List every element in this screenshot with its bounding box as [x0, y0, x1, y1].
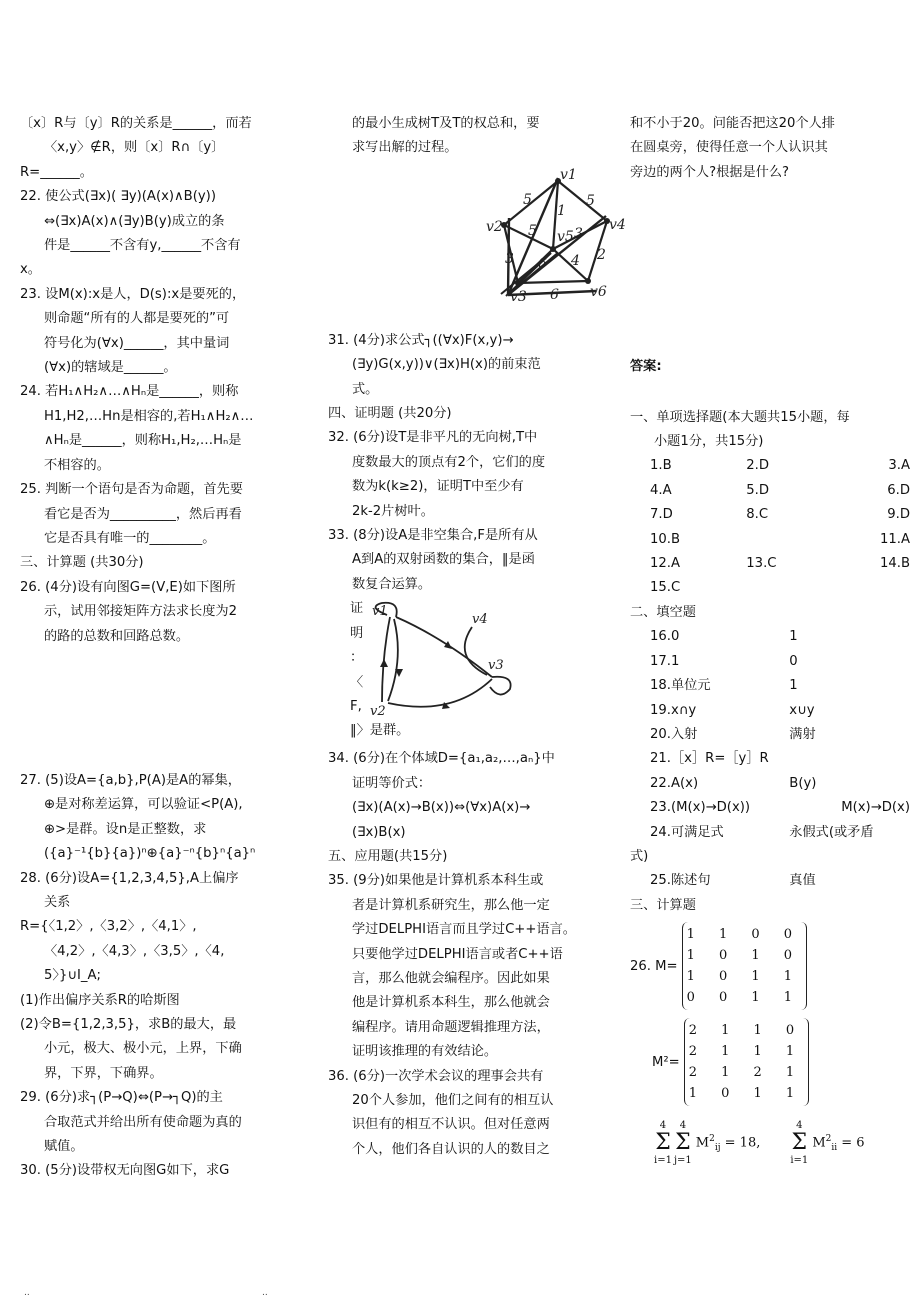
fill-answer: x∪y	[789, 702, 815, 718]
choice-row	[650, 503, 910, 527]
section-3-heading: 三、计算题	[630, 897, 696, 913]
column-2	[328, 112, 626, 1162]
text-line: 只要他学过DELPHI语言或者C++语	[352, 946, 563, 962]
fill-answer	[789, 747, 910, 771]
vertex-v3-label: v3	[510, 288, 527, 305]
text-line: 编程序。请用命题逻辑推理方法，	[352, 1019, 550, 1035]
sum-total: 4 Σ i=1 4 Σ j=1 $M^2_{ij} = 18$,	[654, 1120, 761, 1167]
text-line: 他是计算机系本科生，那么他就会	[352, 995, 550, 1011]
sum-upper: 4	[659, 1120, 667, 1132]
fill-row	[630, 796, 910, 820]
vertex-v1-label: v1	[560, 166, 577, 183]
edge-weight: 3	[574, 225, 583, 242]
text-line: 26. (4分)设有向图G=(V,E)如下图所	[20, 579, 236, 595]
choice-answer: 12.A	[650, 556, 680, 572]
text-line: 件是______不含有y,______不含有	[44, 238, 241, 254]
text-line: 五、应用题(共15分)	[328, 848, 448, 864]
choice-answer: 7.D	[650, 507, 673, 523]
matrix-row: 2 1 1 0	[688, 1023, 805, 1039]
matrix-m2-block	[630, 1018, 910, 1106]
column-1	[20, 112, 298, 1184]
proof-text: 证	[350, 601, 364, 617]
choice-answer: 10.B	[650, 531, 681, 547]
text-line: 36. (6分)一次学术会议的理事会共有	[328, 1068, 544, 1084]
text-line: x。	[20, 262, 41, 278]
fill-row	[630, 845, 910, 869]
choice-answer: 5.D	[746, 482, 770, 498]
sum-diagonal: 4 Σ i=1 $M^2_{ii} = 6$	[790, 1120, 865, 1167]
fill-answer: 16.0	[650, 629, 680, 645]
text-line: 〈x,y〉∉R，则〔x〕R∩〔y〕	[44, 140, 225, 156]
fill-row	[630, 699, 910, 723]
questions-27-30	[20, 769, 298, 1184]
text-line: 求写出解的过程。	[352, 140, 458, 156]
question-30-cont	[328, 112, 602, 161]
edge-weight: 1	[557, 202, 566, 219]
text-line: ⊕>是群。设n是正整数，求	[44, 821, 207, 837]
footer-mark: ..	[262, 1288, 268, 1298]
proof-text: 明	[350, 625, 364, 641]
fill-answer: 1	[789, 629, 798, 645]
text-line: 看它是否为__________，然后再看	[44, 506, 242, 522]
text-line: 〔x〕R与〔y〕R的关系是______，而若	[20, 116, 252, 131]
matrix-m-block	[630, 922, 910, 1010]
text-line: 的路的总数和回路总数。	[44, 628, 190, 644]
text-line: 35. (9分)如果他是计算机系本科生或	[328, 873, 544, 889]
proof-and-digraph	[328, 597, 602, 747]
fill-answer: 22.A(x)	[650, 775, 699, 791]
text-line: ({a}⁻¹{b}{a})ⁿ⊕{a}⁻ⁿ{b}ⁿ{a}ⁿ	[44, 846, 256, 862]
fill-answer: 0	[789, 653, 798, 669]
choice-row	[650, 454, 910, 478]
text-line: 在圆桌旁，使得任意一个人认识其	[630, 140, 828, 156]
sum-lower-i: i=1	[790, 1155, 809, 1167]
sum-formulas	[630, 1120, 910, 1166]
proof-text: F,	[350, 698, 362, 714]
text-line: 31. (4分)求公式┐((∀x)F(x,y)→	[328, 332, 514, 348]
text-line: 不相容的。	[44, 457, 110, 473]
questions-21-26	[20, 112, 298, 649]
fill-answer: 23.(M(x)→D(x))	[650, 800, 751, 816]
text-line: 20个人参加，他们之间有的相互认	[352, 1092, 554, 1108]
fill-row	[630, 821, 910, 845]
vertex-v6-label: v6	[590, 283, 607, 300]
fill-answer: M(x)→D(x)	[841, 800, 910, 816]
fill-answer: 17.1	[650, 653, 680, 669]
text-line: (∃x)B(x)	[352, 824, 406, 840]
text-line: 赋值。	[44, 1139, 84, 1155]
fill-answer: 19.x∩y	[650, 702, 697, 718]
fill-answer: 20.入射	[650, 726, 698, 742]
text-line: 证明该推理的有效结论。	[352, 1044, 498, 1060]
blank-space	[20, 649, 298, 769]
text-line: 的最小生成树T及T的权总和，要	[352, 116, 540, 131]
section-2-heading: 二、填空题	[630, 604, 696, 620]
edge-weight: 6	[550, 286, 559, 303]
text-line: 2k-2片树叶。	[352, 503, 434, 519]
edge-weight: 2	[597, 246, 606, 263]
fill-answer: 式)	[630, 848, 649, 864]
choice-answer: 4.A	[650, 482, 672, 498]
text-line: ⇔(∃x)A(x)∧(∃y)B(y)成立的条	[44, 213, 225, 229]
text-line: R=______。	[20, 164, 93, 180]
section-1-subheading: 小题1分，共15分)	[654, 434, 764, 450]
text-line: R={〈1,2〉,〈3,2〉,〈4,1〉,	[20, 919, 197, 935]
section-1-heading: 一、单项选择题(本大题共15小题，每	[630, 409, 850, 425]
fill-answer: 25.陈述句	[650, 873, 711, 889]
fill-row	[630, 625, 910, 649]
fill-answer: 21.［x］R=［y］R	[650, 751, 769, 767]
fill-row	[630, 650, 910, 674]
fill-answer: 满射	[789, 726, 816, 742]
edge-weight: 3	[505, 250, 514, 267]
matrix-row: 1 1 0 0	[686, 927, 803, 943]
vertex-v1-label: v1	[372, 604, 388, 620]
vertex-v3-label: v3	[488, 658, 504, 674]
edge-weight: 6	[538, 255, 547, 272]
column-3	[630, 112, 910, 1166]
choice-answer: 14.B	[879, 556, 910, 572]
matrix-row: 1 0 1 1	[686, 969, 803, 985]
questions-34-36	[328, 747, 602, 1162]
choice-row	[650, 552, 910, 576]
matrix-m	[682, 922, 807, 1010]
text-line: A到A的双射函数的集合，‖是函	[352, 552, 535, 568]
sum-lower-j: j=1	[673, 1155, 692, 1167]
fill-row	[630, 747, 910, 771]
question-36-cont	[630, 112, 910, 185]
vertex-v2-label: v2	[370, 704, 386, 720]
text-line: 个人，他们各自认识的人的数目之	[352, 1141, 550, 1157]
fill-answers	[630, 625, 910, 893]
choice-row	[650, 576, 910, 600]
text-line: 34. (6分)在个体域D={a₁,a₂,…,aₙ}中	[328, 751, 555, 767]
choice-answers	[630, 454, 910, 600]
matrix-row: 1 0 1 0	[686, 948, 803, 964]
sum-lower-i: i=1	[654, 1155, 672, 1167]
fill-row	[630, 772, 910, 796]
fill-row	[630, 674, 910, 698]
matrix-row: 1 0 1 1	[688, 1086, 805, 1102]
text-line: H1,H2,…Hn是相容的,若H₁∧H₂∧…	[44, 408, 254, 424]
text-line: (∃y)G(x,y))∨(∃x)H(x)的前束范	[352, 357, 541, 373]
choice-answer	[746, 528, 842, 552]
text-line: 〈4,2〉,〈4,3〉,〈3,5〉,〈4,	[44, 943, 225, 959]
vertex-v5-label: v5	[557, 228, 574, 245]
sum-upper: 4	[679, 1120, 687, 1132]
text-line: 28. (6分)设A={1,2,3,4,5},A上偏序	[20, 870, 239, 886]
text-line: 33. (8分)设A是非空集合,F是所有从	[328, 528, 538, 544]
footer-mark: ..	[24, 1288, 30, 1298]
text-line: (∃x)(A(x)→B(x))⇔(∀x)A(x)→	[352, 800, 531, 816]
text-line: 示，试用邻接矩阵方法求长度为2	[44, 604, 238, 620]
text-line: 和不小于20。问能否把这20个人排	[630, 116, 835, 131]
text-line: 小元，极大、极小元，上界，下确	[44, 1041, 242, 1057]
text-line: 符号化为(∀x)______，其中量词	[44, 335, 230, 351]
text-line: 数复合运算。	[352, 576, 432, 592]
text-line: (2)令B={1,2,3,5}，求B的最大，最	[20, 1017, 237, 1032]
matrix-row: 2 1 2 1	[688, 1065, 805, 1081]
choice-answer: 11.A	[880, 531, 910, 547]
questions-31-33	[328, 329, 602, 597]
edge-weight: 5	[523, 191, 532, 208]
text-line: (∀x)的辖域是______。	[44, 360, 177, 376]
text-line: 它是否具有唯一的________。	[44, 530, 216, 546]
vertex-v4-label: v4	[609, 216, 626, 233]
matrix-m-label: 26. M=	[630, 958, 678, 974]
text-line: 22. 使公式(∃x)( ∃y)(A(x)∧B(y))	[20, 189, 216, 205]
text-line: 30. (5分)设带权无向图G如下，求G	[20, 1163, 230, 1179]
vertex-v2-label: v2	[486, 218, 503, 235]
text-line: 度数最大的顶点有2个，它们的度	[352, 454, 546, 470]
text-line: 三、计算题 (共30分)	[20, 555, 144, 571]
vertex-v4-label: v4	[472, 612, 488, 628]
text-line: 四、证明题 (共20分)	[328, 406, 452, 422]
text-line: 学过DELPHI语言而且学过C++语言。	[352, 922, 576, 938]
text-line: 言，那么他就会编程序。因此如果	[352, 970, 550, 986]
text-line: 32. (6分)设T是非平凡的无向树,T中	[328, 430, 538, 446]
proof-text: ：	[350, 650, 364, 666]
text-line: 24. 若H₁∧H₂∧…∧Hₙ是______，则称	[20, 384, 239, 400]
fill-row	[630, 869, 910, 893]
choice-answer	[746, 576, 842, 600]
sum-upper: 4	[796, 1120, 803, 1132]
text-line: 23. 设M(x):x是人，D(s):x是要死的，	[20, 286, 246, 302]
matrix-m2-label: M²=	[652, 1054, 680, 1070]
text-line: 式。	[352, 381, 379, 397]
edge-weight: 5	[528, 222, 537, 239]
fill-answer: 永假式(或矛盾	[789, 824, 874, 840]
choice-row	[650, 479, 910, 503]
directed-graph-figure	[362, 597, 562, 747]
proof-text: 〈	[350, 674, 364, 690]
text-line: 证明等价式：	[352, 775, 432, 791]
text-line: 识但有的相互不认识。但对任意两	[352, 1117, 550, 1133]
text-line: 关系	[44, 894, 71, 910]
choice-answer: 2.D	[746, 458, 770, 474]
fill-answer: 1	[789, 678, 798, 694]
text-line: 界，下界，下确界。	[44, 1065, 163, 1081]
text-line: 29. (6分)求┐(P→Q)⇔(P→┐Q)的主	[20, 1090, 223, 1106]
fill-answer	[780, 845, 910, 869]
choice-answer: 8.C	[746, 507, 769, 523]
edge-weight: 5	[586, 192, 595, 209]
text-line: ∧Hₙ是______，则称H₁,H₂,…Hₙ是	[44, 433, 242, 449]
text-line: 25. 判断一个语句是否为命题，首先要	[20, 482, 243, 498]
weighted-graph-figure	[328, 166, 626, 321]
matrix-row: 0 0 1 1	[686, 990, 803, 1006]
choice-answer: 1.B	[650, 458, 672, 474]
fill-answer: B(y)	[789, 775, 817, 791]
choice-answer: 6.D	[887, 482, 910, 498]
text-line: 5〉}∪I_A;	[44, 968, 101, 984]
answer-title: 答案:	[630, 359, 662, 375]
text-line: 则命题“所有的人都是要死的”可	[44, 311, 230, 327]
fill-row	[630, 723, 910, 747]
matrix-row: 2 1 1 1	[688, 1044, 805, 1060]
fill-answer: 真值	[789, 873, 816, 889]
text-line: 27. (5)设A={a,b},P(A)是A的幂集，	[20, 772, 241, 788]
choice-answer: 13.C	[746, 556, 777, 572]
fill-answer: 24.可满足式	[650, 824, 724, 840]
text-line: 合取范式并给出所有使命题为真的	[44, 1114, 242, 1130]
edge-weight: 4	[571, 252, 580, 269]
matrix-m2	[684, 1018, 809, 1106]
text-line: 者是计算机系研究生，那么他一定	[352, 897, 550, 913]
text-line: 数为k(k≥2)，证明T中至少有	[352, 479, 524, 495]
blank-space	[630, 185, 910, 355]
text-line: ⊕是对称差运算，可以验证<P(A),	[44, 797, 243, 813]
text-line: 旁边的两个人?根据是什么?	[630, 164, 790, 180]
fill-answer: 18.单位元	[650, 678, 711, 694]
choice-answer	[843, 576, 910, 600]
choice-row	[650, 528, 910, 552]
choice-answer: 9.D	[887, 507, 910, 523]
text-line: (1)作出偏序关系R的哈斯图	[20, 992, 180, 1008]
choice-answer: 3.A	[888, 458, 910, 474]
proof-text: ‖〉是群。	[350, 723, 410, 739]
choice-answer: 15.C	[650, 580, 681, 596]
